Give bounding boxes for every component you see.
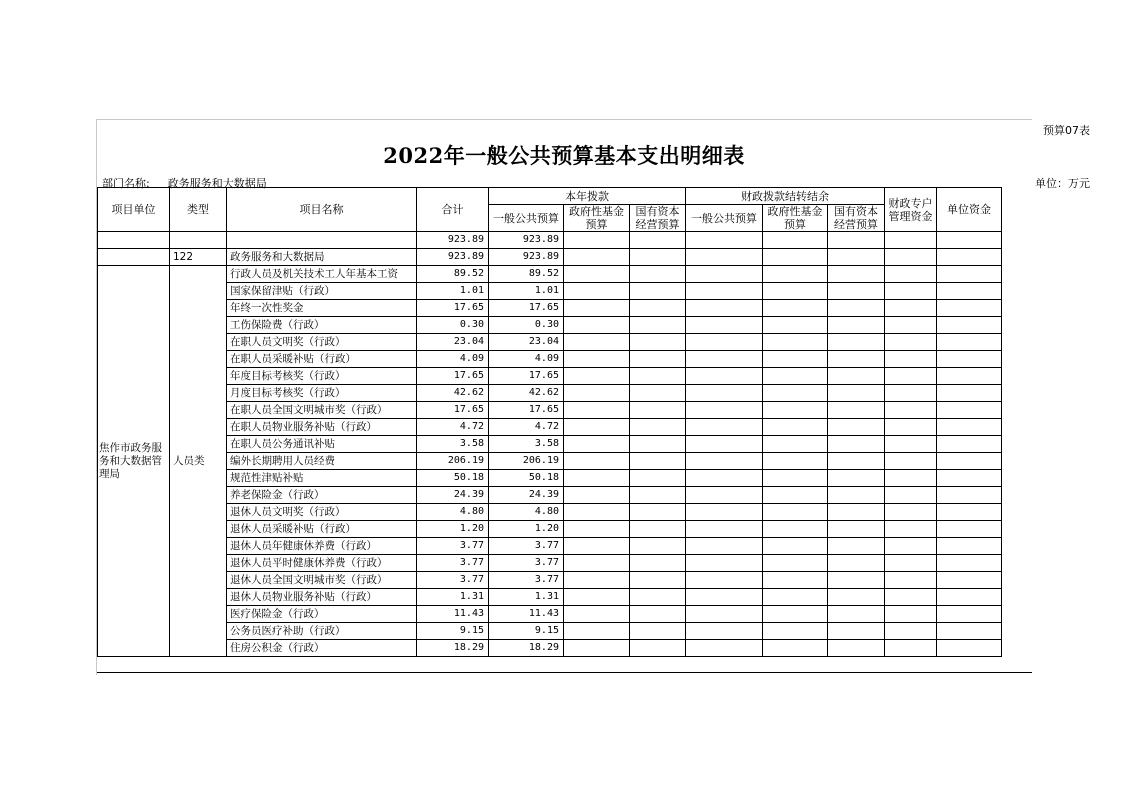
department-label: 部门名称: — [102, 177, 150, 190]
table-row — [98, 640, 1002, 657]
row-name: 工伤保险费（行政） — [227, 317, 417, 334]
empty-cell — [885, 419, 937, 436]
empty-cell — [564, 572, 630, 589]
empty-cell — [686, 606, 763, 623]
table-row — [98, 334, 1002, 351]
empty-cell — [564, 606, 630, 623]
department-value: 政务服务和大数据局 — [167, 177, 267, 190]
empty-cell — [763, 623, 828, 640]
empty-cell — [630, 266, 686, 283]
row-total: 89.52 — [417, 266, 489, 283]
table-row — [98, 385, 1002, 402]
empty-cell — [828, 283, 885, 300]
table-row — [98, 368, 1002, 385]
empty-cell — [630, 623, 686, 640]
empty-cell — [828, 453, 885, 470]
empty-cell — [937, 640, 1002, 657]
empty-cell — [686, 351, 763, 368]
table-row — [98, 419, 1002, 436]
row-total: 4.72 — [417, 419, 489, 436]
empty-cell — [885, 470, 937, 487]
table-row — [98, 266, 1002, 283]
table-row — [98, 606, 1002, 623]
row-general: 4.80 — [489, 504, 564, 521]
row-general: 23.04 — [489, 334, 564, 351]
empty-cell — [885, 453, 937, 470]
empty-cell — [630, 504, 686, 521]
row-total: 50.18 — [417, 470, 489, 487]
empty-cell — [630, 521, 686, 538]
table-row — [98, 283, 1002, 300]
sheet-top-border — [96, 119, 1032, 120]
empty-cell — [828, 487, 885, 504]
empty-cell — [564, 351, 630, 368]
empty-cell — [885, 334, 937, 351]
empty-cell — [937, 300, 1002, 317]
header-name: 项目名称 — [227, 188, 417, 232]
row-name: 住房公积金（行政） — [227, 640, 417, 657]
empty-cell — [564, 368, 630, 385]
empty-cell — [564, 402, 630, 419]
empty-cell — [564, 317, 630, 334]
empty-cell — [763, 402, 828, 419]
empty-cell — [630, 283, 686, 300]
empty-cell — [885, 300, 937, 317]
empty-cell — [828, 266, 885, 283]
empty-cell — [630, 606, 686, 623]
empty-cell — [564, 589, 630, 606]
empty-cell — [885, 317, 937, 334]
row-total: 17.65 — [417, 402, 489, 419]
empty-cell — [686, 453, 763, 470]
empty-cell — [686, 385, 763, 402]
empty-cell — [564, 640, 630, 657]
empty-cell — [937, 521, 1002, 538]
row-general: 50.18 — [489, 470, 564, 487]
empty-cell — [828, 606, 885, 623]
empty-cell — [937, 453, 1002, 470]
table-row — [98, 453, 1002, 470]
header-unit: 项目单位 — [98, 188, 170, 232]
empty-cell — [564, 334, 630, 351]
empty-cell — [763, 470, 828, 487]
header-carryover: 财政拨款结转结余 — [686, 188, 885, 205]
row-name: 公务员医疗补助（行政） — [227, 623, 417, 640]
row-total: 3.58 — [417, 436, 489, 453]
header-co-state: 国有资本经营预算 — [828, 205, 885, 232]
empty-cell — [686, 402, 763, 419]
row-general: 11.43 — [489, 606, 564, 623]
empty-cell — [630, 334, 686, 351]
empty-cell — [630, 453, 686, 470]
table-bottom-rule — [97, 672, 1032, 673]
budget-table — [97, 187, 1002, 657]
row-general: 89.52 — [489, 266, 564, 283]
empty-cell — [828, 555, 885, 572]
project-unit-cell: 焦作市政务服务和大数据管理局 — [98, 266, 170, 657]
empty-cell — [885, 521, 937, 538]
empty-cell — [564, 470, 630, 487]
empty-cell — [686, 589, 763, 606]
row-total: 206.19 — [417, 453, 489, 470]
page-title: 2022年一般公共预算基本支出明细表 — [383, 143, 745, 168]
empty-cell — [828, 436, 885, 453]
empty-cell — [564, 266, 630, 283]
row-name: 退休人员年健康休养费（行政） — [227, 538, 417, 555]
empty-cell — [763, 555, 828, 572]
empty-cell — [686, 266, 763, 283]
empty-cell — [564, 385, 630, 402]
table-row — [98, 538, 1002, 555]
empty-cell — [885, 266, 937, 283]
row-name: 规范性津贴补贴 — [227, 470, 417, 487]
empty-cell — [828, 368, 885, 385]
row-name: 国家保留津贴（行政） — [227, 283, 417, 300]
empty-cell — [937, 368, 1002, 385]
row-general: 1.31 — [489, 589, 564, 606]
empty-cell — [885, 385, 937, 402]
table-row — [98, 555, 1002, 572]
empty-cell — [564, 538, 630, 555]
row-name: 在职人员采暖补贴（行政） — [227, 351, 417, 368]
table-row — [98, 589, 1002, 606]
empty-cell — [885, 351, 937, 368]
empty-cell — [686, 470, 763, 487]
empty-cell — [763, 640, 828, 657]
table-row — [98, 623, 1002, 640]
empty-cell — [828, 402, 885, 419]
table-row — [98, 470, 1002, 487]
empty-cell — [937, 606, 1002, 623]
empty-cell — [763, 419, 828, 436]
row-name: 年终一次性奖金 — [227, 300, 417, 317]
row-total: 0.30 — [417, 317, 489, 334]
row-total: 17.65 — [417, 300, 489, 317]
empty-cell — [686, 317, 763, 334]
row-total: 1.01 — [417, 283, 489, 300]
empty-cell — [686, 623, 763, 640]
row-general: 24.39 — [489, 487, 564, 504]
empty-cell — [828, 334, 885, 351]
empty-cell — [686, 419, 763, 436]
department-total: 923.89 — [417, 249, 489, 266]
row-name: 在职人员物业服务补贴（行政） — [227, 419, 417, 436]
empty-cell — [937, 436, 1002, 453]
row-name: 月度目标考核奖（行政） — [227, 385, 417, 402]
row-name: 养老保险金（行政） — [227, 487, 417, 504]
row-name: 在职人员全国文明城市奖（行政） — [227, 402, 417, 419]
empty-cell — [686, 436, 763, 453]
row-name: 年度目标考核奖（行政） — [227, 368, 417, 385]
table-row — [98, 436, 1002, 453]
empty-cell — [763, 351, 828, 368]
empty-cell — [937, 385, 1002, 402]
table-row — [98, 487, 1002, 504]
empty-cell — [763, 538, 828, 555]
empty-cell — [885, 555, 937, 572]
empty-cell — [828, 623, 885, 640]
empty-cell — [763, 266, 828, 283]
row-total: 9.15 — [417, 623, 489, 640]
row-name: 行政人员及机关技术工人年基本工资 — [227, 266, 417, 283]
empty-cell — [686, 504, 763, 521]
empty-cell — [937, 504, 1002, 521]
row-total: 3.77 — [417, 538, 489, 555]
empty-cell — [828, 521, 885, 538]
empty-cell — [763, 368, 828, 385]
empty-cell — [885, 504, 937, 521]
empty-cell — [630, 589, 686, 606]
empty-cell — [630, 470, 686, 487]
department-row — [98, 249, 1002, 266]
empty-cell — [937, 266, 1002, 283]
row-total: 3.77 — [417, 555, 489, 572]
empty-cell — [686, 521, 763, 538]
table-row — [98, 351, 1002, 368]
department-name: 政务服务和大数据局 — [227, 249, 417, 266]
empty-cell — [686, 538, 763, 555]
row-general: 1.20 — [489, 521, 564, 538]
empty-cell — [630, 487, 686, 504]
empty-cell — [686, 368, 763, 385]
grand-total-general: 923.89 — [489, 232, 564, 249]
empty-cell — [828, 470, 885, 487]
row-name: 退休人员平时健康休养费（行政） — [227, 555, 417, 572]
empty-cell — [564, 487, 630, 504]
empty-cell — [763, 521, 828, 538]
empty-cell — [630, 402, 686, 419]
header-type: 类型 — [170, 188, 227, 232]
empty-cell — [763, 385, 828, 402]
table-row — [98, 300, 1002, 317]
row-general: 3.77 — [489, 572, 564, 589]
row-total: 1.31 — [417, 589, 489, 606]
empty-cell — [937, 317, 1002, 334]
empty-cell — [630, 640, 686, 657]
row-total: 23.04 — [417, 334, 489, 351]
row-general: 3.58 — [489, 436, 564, 453]
empty-cell — [763, 300, 828, 317]
empty-cell — [885, 368, 937, 385]
empty-cell — [686, 640, 763, 657]
row-total: 17.65 — [417, 368, 489, 385]
row-general: 206.19 — [489, 453, 564, 470]
row-name: 退休人员采暖补贴（行政） — [227, 521, 417, 538]
empty-cell — [564, 453, 630, 470]
empty-cell — [763, 572, 828, 589]
empty-cell — [937, 351, 1002, 368]
row-general: 0.30 — [489, 317, 564, 334]
empty-cell — [885, 538, 937, 555]
row-general: 17.65 — [489, 300, 564, 317]
row-name: 编外长期聘用人员经费 — [227, 453, 417, 470]
empty-cell — [686, 487, 763, 504]
row-total: 4.80 — [417, 504, 489, 521]
empty-cell — [564, 283, 630, 300]
empty-cell — [564, 504, 630, 521]
table-row — [98, 572, 1002, 589]
header-cy-state: 国有资本经营预算 — [630, 205, 686, 232]
empty-cell — [828, 385, 885, 402]
empty-cell — [828, 589, 885, 606]
empty-cell — [885, 623, 937, 640]
empty-cell — [937, 419, 1002, 436]
grand-total-row — [98, 232, 1002, 249]
row-total: 1.20 — [417, 521, 489, 538]
empty-cell — [885, 640, 937, 657]
row-general: 18.29 — [489, 640, 564, 657]
empty-cell — [885, 606, 937, 623]
empty-cell — [630, 351, 686, 368]
row-name: 在职人员公务通讯补贴 — [227, 436, 417, 453]
row-general: 3.77 — [489, 555, 564, 572]
row-general: 9.15 — [489, 623, 564, 640]
empty-cell — [763, 589, 828, 606]
empty-cell — [686, 334, 763, 351]
empty-cell — [630, 572, 686, 589]
empty-cell — [630, 538, 686, 555]
department-code: 122 — [170, 249, 227, 266]
empty-cell — [937, 555, 1002, 572]
header-row-1 — [98, 188, 1002, 205]
empty-cell — [828, 504, 885, 521]
empty-cell — [828, 351, 885, 368]
empty-cell — [564, 623, 630, 640]
empty-cell — [828, 538, 885, 555]
empty-cell — [630, 419, 686, 436]
row-general: 3.77 — [489, 538, 564, 555]
header-unit-funds: 单位资金 — [937, 188, 1002, 232]
empty-cell — [828, 572, 885, 589]
row-total: 11.43 — [417, 606, 489, 623]
empty-cell — [630, 317, 686, 334]
row-general: 17.65 — [489, 368, 564, 385]
table-row — [98, 402, 1002, 419]
header-special-account: 财政专户管理资金 — [885, 188, 937, 232]
table-row — [98, 317, 1002, 334]
row-name: 医疗保险金（行政） — [227, 606, 417, 623]
table-row — [98, 521, 1002, 538]
empty-cell — [885, 402, 937, 419]
empty-cell — [564, 419, 630, 436]
empty-cell — [564, 436, 630, 453]
empty-cell — [937, 487, 1002, 504]
row-total: 24.39 — [417, 487, 489, 504]
empty-cell — [630, 436, 686, 453]
row-general: 1.01 — [489, 283, 564, 300]
empty-cell — [828, 419, 885, 436]
row-general: 4.72 — [489, 419, 564, 436]
row-name: 退休人员全国文明城市奖（行政） — [227, 572, 417, 589]
empty-cell — [763, 453, 828, 470]
empty-cell — [885, 572, 937, 589]
empty-cell — [763, 504, 828, 521]
empty-cell — [828, 300, 885, 317]
empty-cell — [885, 589, 937, 606]
empty-cell — [686, 572, 763, 589]
empty-cell — [937, 470, 1002, 487]
empty-cell — [564, 521, 630, 538]
empty-cell — [763, 487, 828, 504]
row-name: 退休人员物业服务补贴（行政） — [227, 589, 417, 606]
empty-cell — [937, 623, 1002, 640]
empty-cell — [763, 436, 828, 453]
row-name: 在职人员文明奖（行政） — [227, 334, 417, 351]
header-co-fund: 政府性基金预算 — [763, 205, 828, 232]
empty-cell — [763, 606, 828, 623]
empty-cell — [937, 538, 1002, 555]
empty-cell — [937, 589, 1002, 606]
row-general: 17.65 — [489, 402, 564, 419]
table-row — [98, 504, 1002, 521]
grand-total-total: 923.89 — [417, 232, 489, 249]
empty-cell — [937, 334, 1002, 351]
row-total: 4.09 — [417, 351, 489, 368]
row-general: 4.09 — [489, 351, 564, 368]
empty-cell — [937, 402, 1002, 419]
row-name: 退休人员文明奖（行政） — [227, 504, 417, 521]
empty-cell — [937, 572, 1002, 589]
empty-cell — [828, 317, 885, 334]
row-total: 42.62 — [417, 385, 489, 402]
empty-cell — [686, 300, 763, 317]
row-total: 3.77 — [417, 572, 489, 589]
empty-cell — [885, 487, 937, 504]
row-general: 42.62 — [489, 385, 564, 402]
empty-cell — [564, 555, 630, 572]
empty-cell — [828, 640, 885, 657]
empty-cell — [885, 436, 937, 453]
empty-cell — [686, 555, 763, 572]
department-general: 923.89 — [489, 249, 564, 266]
row-total: 18.29 — [417, 640, 489, 657]
empty-cell — [564, 300, 630, 317]
header-co-general: 一般公共预算 — [686, 205, 763, 232]
unit-label: 单位：万元 — [1035, 177, 1090, 190]
empty-cell — [763, 317, 828, 334]
sheet-tag: 预算07表 — [1043, 124, 1090, 137]
header-cy-fund: 政府性基金预算 — [564, 205, 630, 232]
header-total: 合计 — [417, 188, 489, 232]
empty-cell — [630, 555, 686, 572]
empty-cell — [763, 334, 828, 351]
empty-cell — [885, 283, 937, 300]
category-cell: 人员类 — [170, 266, 227, 657]
header-cy-general: 一般公共预算 — [489, 205, 564, 232]
empty-cell — [630, 368, 686, 385]
empty-cell — [763, 283, 828, 300]
empty-cell — [937, 283, 1002, 300]
header-current-year: 本年拨款 — [489, 188, 686, 205]
empty-cell — [630, 385, 686, 402]
empty-cell — [630, 300, 686, 317]
empty-cell — [686, 283, 763, 300]
